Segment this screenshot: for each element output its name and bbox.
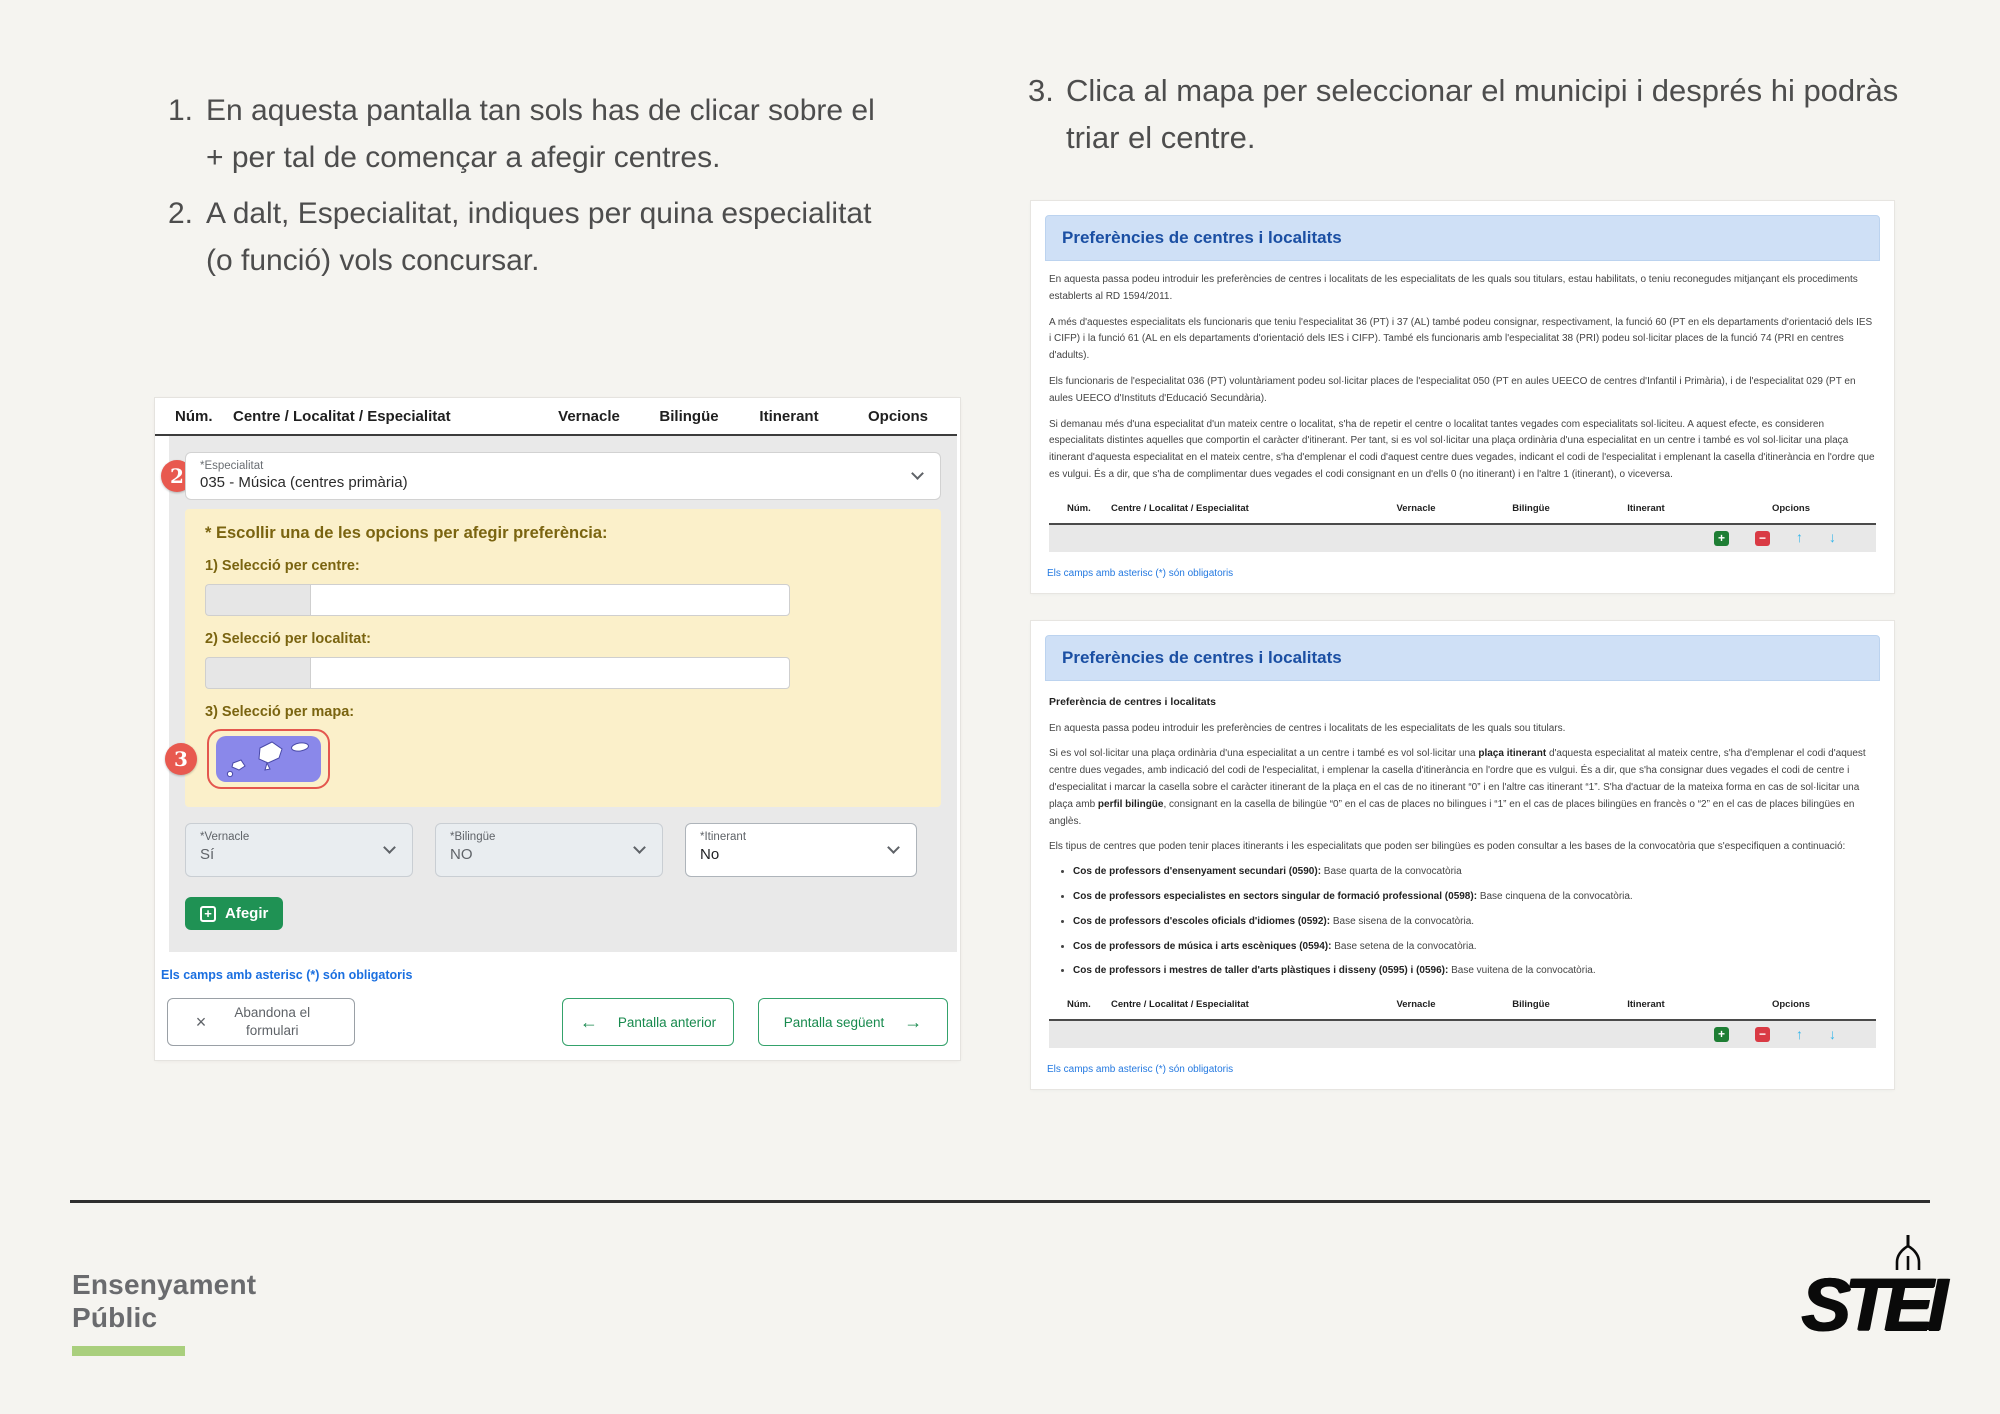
localitat-code-prefix <box>205 657 310 689</box>
previous-button-label: Pantalla anterior <box>617 1014 717 1030</box>
localitat-search-input[interactable] <box>310 657 790 689</box>
panel2-paragraph-3: Els tipus de centres que poden tenir places itinerants i les especialitats que poden ser bilingües es poden consultar a les bases de la convocatòria que s'especifiquen a continuació: <box>1049 841 1846 853</box>
previous-screen-button[interactable] <box>562 998 734 1046</box>
close-icon: × <box>195 1011 207 1032</box>
instruction-1-text: En aquesta pantalla tan sols has de clicar sobre el + per tal de començar a afegir centres. <box>206 94 875 174</box>
step-2-badge: 2 <box>161 460 193 492</box>
option-centre-label: 1) Selecció per centre: <box>205 558 360 574</box>
instruction-2 <box>168 191 888 284</box>
bilingue-label: *Bilingüe <box>450 831 496 843</box>
vernacle-label: *Vernacle <box>200 831 250 843</box>
instruction-3-number: 3. <box>1028 73 1054 108</box>
col-bilingue: Bilingüe <box>1512 502 1550 514</box>
especialitat-select[interactable] <box>185 452 941 500</box>
col-num: Núm. <box>175 408 213 425</box>
flags-selects-row <box>185 823 941 877</box>
abandon-form-button[interactable] <box>167 998 355 1046</box>
map-select-button[interactable] <box>216 736 321 782</box>
panel2-paragraph-1: En aquesta passa podeu introduir les preferències de centres i localitats de les especialitats de les quals sou titulars. <box>1049 722 1566 734</box>
panel2-table-header <box>1049 992 1876 1021</box>
instruction-1 <box>168 88 888 181</box>
panel2-subtitle: Preferència de centres i localitats <box>1049 696 1216 708</box>
bullet-bold: Cos de professors i mestres de taller d'arts plàstiques i disseny (0595) i (0596): <box>1073 965 1449 977</box>
panel2-paragraph-2 <box>1049 746 1876 830</box>
list-item <box>1073 939 1876 956</box>
instruction-1-number: 1. <box>168 94 194 127</box>
remove-row-icon[interactable]: − <box>1755 1027 1770 1042</box>
col-num: Núm. <box>1067 999 1091 1011</box>
ensenyament-public-logo <box>72 1268 256 1356</box>
panel1-paragraph-4: Si demanau més d'una especialitat d'un mateix centre o localitat, s'ha de repetir el centre o localitat tantes vegades com especialitats sol·liciteu. A aquest efecte, es consideren especialitats distintes aquelles que comportin el caràcter d'itinerant. Per tant, si es vol sol·licitar una plaça ordinària d'una especialitat en un centre i també es vol sol·licitar una plaça itinerant d'aquesta especialitat en el mateix centre, s'ha d'emplenar el codi d'aquest centre dues vegades, indicant el codi de l'especialitat i emplenant la casella d'itinerància en l'ordre que es vulgui. És a dir, que s'ha de complimentar dues vegades el codi consignant en un d'ells 0 (no itinerant) i en l'altre 1 (itinerant), o viceversa. <box>1049 418 1875 480</box>
afegir-button-label: Afegir <box>225 905 269 922</box>
centre-search-input[interactable] <box>310 584 790 616</box>
afegir-button[interactable] <box>185 897 283 930</box>
move-up-icon[interactable]: ↑ <box>1796 529 1803 546</box>
panel2-table-actions-row <box>1049 1021 1876 1048</box>
arrow-right-icon: → <box>904 1011 923 1032</box>
col-num: Núm. <box>1067 502 1091 514</box>
bullet-rest: Base vuitena de la convocatòria. <box>1448 965 1596 977</box>
stei-logo-text: STEI <box>1801 1263 1942 1346</box>
vernacle-value: Sí <box>200 846 215 863</box>
form-table-header <box>155 398 957 436</box>
bullet-bold: Cos de professors d'escoles oficials d'idiomes (0592): <box>1073 915 1331 927</box>
required-fields-note[interactable]: Els camps amb asterisc (*) són obligatoris <box>161 968 413 982</box>
panel2-p2-bold-bilingue: perfil bilingüe <box>1097 798 1164 810</box>
step-3-badge: 3 <box>165 743 197 775</box>
panel2-preferences-table <box>1049 992 1876 1048</box>
move-down-icon[interactable]: ↓ <box>1829 529 1836 546</box>
move-down-icon[interactable]: ↓ <box>1829 1025 1836 1042</box>
especialitat-value: 035 - Música (centres primària) <box>200 474 408 491</box>
brand-line-2: Públic <box>72 1302 158 1334</box>
instruction-2-number: 2. <box>168 197 194 230</box>
col-opcions: Opcions <box>1771 502 1810 514</box>
col-opcions: Opcions <box>1771 999 1810 1011</box>
map-button-row <box>174 729 330 789</box>
col-itinerant: Itinerant <box>1627 502 1665 514</box>
panel2-title: Preferències de centres i localitats <box>1045 635 1880 681</box>
localitat-input-combo <box>205 657 790 689</box>
itinerant-select[interactable] <box>685 823 917 877</box>
bullet-bold: Cos de professors d'ensenyament secundari (0590): <box>1073 866 1322 878</box>
preferences-info-panel-1 <box>1031 201 1894 593</box>
col-opcions: Opcions <box>867 408 928 425</box>
col-centre-localitat-especialitat: Centre / Localitat / Especialitat <box>1111 999 1249 1011</box>
panel1-table-actions-row <box>1049 525 1876 552</box>
move-up-icon[interactable]: ↑ <box>1796 1025 1803 1042</box>
bullet-rest: Base quarta de la convocatòria <box>1321 866 1462 878</box>
option-localitat-label: 2) Selecció per localitat: <box>205 631 372 647</box>
bullet-rest: Base setena de la convocatòria. <box>1331 940 1477 952</box>
options-title: * Escollir una de les opcions per afegir preferència: <box>205 524 608 542</box>
panel1-required-note[interactable]: Els camps amb asterisc (*) són obligatoris <box>1047 567 1234 579</box>
col-itinerant: Itinerant <box>759 408 819 425</box>
list-item <box>1073 864 1876 881</box>
panel1-preferences-table <box>1049 496 1876 552</box>
centre-code-prefix <box>205 584 310 616</box>
itinerant-label: *Itinerant <box>700 831 747 843</box>
instructions-right <box>1028 68 1908 171</box>
brand-line-1: Ensenyament <box>72 1269 257 1300</box>
bilingue-value: NO <box>450 846 473 863</box>
list-item <box>1073 963 1876 980</box>
panel2-required-note[interactable]: Els camps amb asterisc (*) són obligatoris <box>1047 1064 1234 1076</box>
stei-logo <box>1742 1234 1942 1346</box>
vernacle-select[interactable] <box>185 823 413 877</box>
instruction-2-text: A dalt, Especialitat, indiques per quina especialitat (o funció) vols concursar. <box>206 197 872 277</box>
itinerant-value: No <box>700 846 720 863</box>
panel2-bullet-list <box>1049 864 1876 980</box>
map-button-highlight <box>207 729 330 789</box>
panel1-body <box>1045 261 1880 562</box>
form-edit-area <box>169 436 957 952</box>
preferences-info-panel-2 <box>1031 621 1894 1089</box>
next-button-label: Pantalla següent <box>783 1014 885 1030</box>
col-vernacle: Vernacle <box>558 408 620 425</box>
panel2-p2-text: Si es vol sol·licitar una plaça ordinària d'una especialitat a un centre i també es vol sol·licitar una <box>1049 748 1479 760</box>
panel1-paragraph-3: Els funcionaris de l'especialitat 036 (PT) voluntàriament podeu sol·licitar places de l'especialitat 050 (PT en aules UEECO de centres d'Infantil i Primària), i de l'especialitat 029 (PT en aules UEECO d'Instituts d'Educació Secundària). <box>1049 375 1856 404</box>
brand-green-bar <box>72 1346 185 1356</box>
col-centre-localitat-especialitat: Centre / Localitat / Especialitat <box>1111 502 1249 514</box>
panel2-p2-bold-itinerant: plaça itinerant <box>1478 748 1547 760</box>
panel1-title: Preferències de centres i localitats <box>1045 215 1880 261</box>
col-bilingue: Bilingüe <box>1512 999 1550 1011</box>
col-vernacle: Vernacle <box>1396 999 1436 1011</box>
add-row-icon[interactable]: + <box>1714 531 1729 546</box>
arrow-left-icon: ← <box>579 1011 598 1032</box>
bullet-rest: Base sisena de la convocatòria. <box>1330 915 1475 927</box>
bilingue-select[interactable] <box>435 823 663 877</box>
bullet-rest: Base cinquena de la convocatòria. <box>1477 891 1633 902</box>
plus-icon: + <box>200 906 216 922</box>
preferences-form-screenshot <box>155 398 960 1060</box>
especialitat-label: *Especialitat <box>200 460 264 472</box>
col-centre-localitat-especialitat: Centre / Localitat / Especialitat <box>233 408 451 425</box>
next-screen-button[interactable] <box>758 998 948 1046</box>
col-bilingue: Bilingüe <box>659 408 719 425</box>
form-actions-row <box>167 998 948 1046</box>
instruction-3 <box>1028 68 1908 161</box>
abandon-button-label: Abandona el formulari <box>234 1005 311 1039</box>
col-vernacle: Vernacle <box>1396 502 1436 514</box>
list-item <box>1073 889 1876 906</box>
footer-divider <box>70 1200 1930 1203</box>
centre-input-combo <box>205 584 790 616</box>
bullet-bold: Cos de professors de música i arts escèniques (0594): <box>1073 940 1332 952</box>
option-mapa-label: 3) Selecció per mapa: <box>205 704 355 720</box>
instruction-3-text: Clica al mapa per seleccionar el municipi i després hi podràs triar el centre. <box>1066 73 1899 155</box>
panel2-body <box>1045 681 1880 1058</box>
list-item <box>1073 914 1876 931</box>
panel1-table-header <box>1049 496 1876 525</box>
balearic-islands-map-icon <box>216 736 321 782</box>
panel1-paragraph-1: En aquesta passa podeu introduir les preferències de centres i localitats de les especialitats de les quals sou titulars, estau habilitats, o teniu reconegudes mitjançant els procediments establerts al RD 1594/2011. <box>1049 274 1858 302</box>
add-row-icon[interactable]: + <box>1714 1027 1729 1042</box>
col-itinerant: Itinerant <box>1627 999 1665 1011</box>
add-preference-options-box <box>174 509 941 807</box>
bullet-bold: Cos de professors especialistes en sectors singular de formació professional (0598): <box>1073 891 1478 902</box>
panel2-p2-text: , consignant en la casella de bilingüe “0” en el cas de places no bilingues i “1” en el cas de places bilingües en francès o “2” en el cas de places bilingües en anglès. <box>1049 798 1855 827</box>
remove-row-icon[interactable]: − <box>1755 531 1770 546</box>
instructions-left <box>168 88 888 294</box>
panel1-paragraph-2: A més d'aquestes especialitats els funcionaris que teniu l'especialitat 36 (PT) i 37 (AL) també podeu consignar, respectivament, la funció 60 (PT en els departaments d'orientació dels IES i CIFP) i la funció 61 (AL en els departaments d'orientació dels IES i CIFP). També els funcionaris amb l'especialitat 38 (PRI) podeu sol·licitar places de la funció 74 (PRI en centres d'adults). <box>1049 316 1873 362</box>
panel2-p2-text: d'aquesta especialitat al mateix centre, s'ha d'emplenar el codi d'aquest centre dues vegades, amb indicació del codi de l'especialitat, i emplenar la casella d'itinerància en l'ordre que es vulgui. És a dir, que s'ha consignar dues vegades el codi de centre i d'especialitat i marcar la casella sobre el caràcter itinerant de la plaça en el cas de no itinerant “0” i en l'altre cas itinerant “1”. S'ha d'actuar de la mateixa forma en cas de sol·licitar una plaça amb <box>1049 748 1866 810</box>
especialitat-select-wrap <box>170 452 941 500</box>
